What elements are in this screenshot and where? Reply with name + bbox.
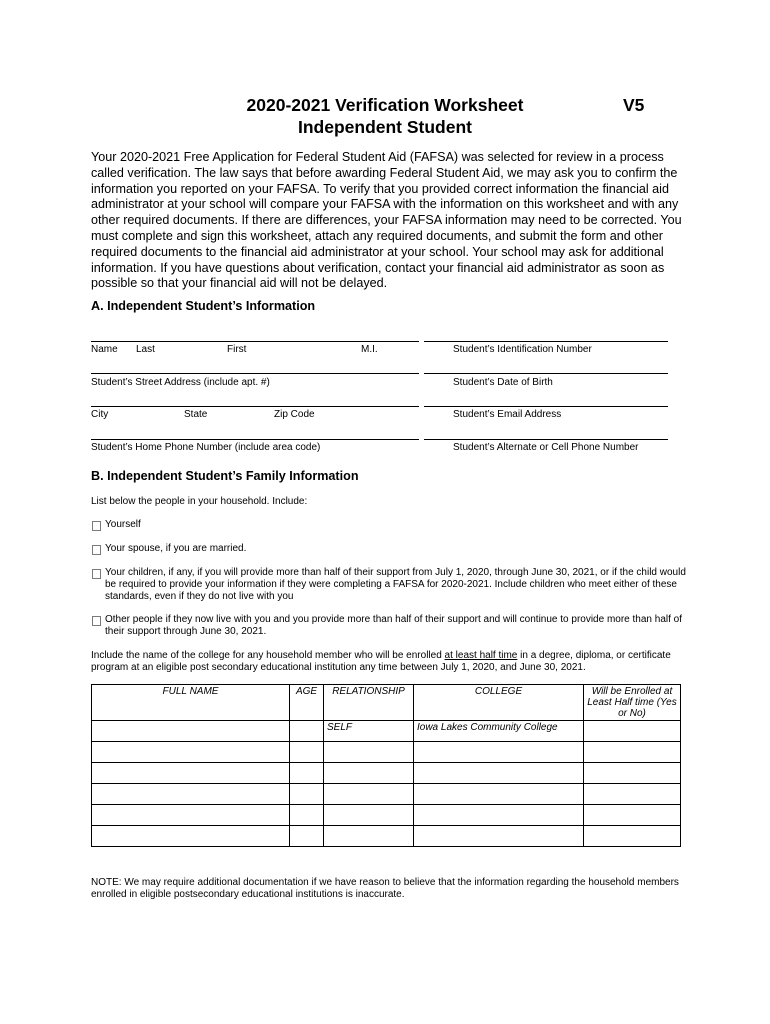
college-cell[interactable] (414, 826, 584, 847)
name-label: Name (91, 344, 118, 355)
zip-label: Zip Code (274, 409, 315, 420)
full-name-cell[interactable] (92, 784, 290, 805)
checkbox-icon (92, 521, 101, 531)
list-item: Other people if they now live with you and you provide more than half of their support and will continue to provide more than half of their support through June 30, 2021. (91, 614, 691, 638)
table-row (92, 742, 681, 763)
checkbox-icon (92, 616, 101, 626)
relationship-cell[interactable] (324, 784, 414, 805)
street-address-input-line[interactable] (91, 373, 419, 374)
city-state-zip-input-line[interactable] (91, 406, 419, 407)
list-item: Yourself (91, 519, 691, 531)
college-cell[interactable] (414, 742, 584, 763)
college-cell[interactable] (414, 763, 584, 784)
email-input-line[interactable] (424, 406, 668, 407)
name-input-line[interactable] (91, 341, 419, 342)
state-label: State (184, 409, 208, 420)
college-cell[interactable] (414, 784, 584, 805)
age-cell[interactable] (290, 742, 324, 763)
household-table (91, 684, 681, 847)
relationship-cell[interactable]: SELF (324, 721, 414, 742)
header-relationship: RELATIONSHIP (324, 685, 414, 721)
enrolled-cell[interactable] (584, 805, 681, 826)
first-name-label: First (227, 344, 247, 355)
college-cell[interactable]: Iowa Lakes Community College (414, 721, 584, 742)
full-name-cell[interactable] (92, 721, 290, 742)
age-cell[interactable] (290, 763, 324, 784)
middle-initial-label: M.I. (361, 344, 378, 355)
alt-phone-label: Student’s Alternate or Cell Phone Number (453, 442, 639, 453)
enrolled-cell[interactable] (584, 742, 681, 763)
age-cell[interactable] (290, 826, 324, 847)
enrolled-cell[interactable] (584, 721, 681, 742)
relationship-cell[interactable] (324, 805, 414, 826)
household-list-intro: List below the people in your household. Include: (91, 496, 308, 507)
list-item: Your children, if any, if you will provide more than half of their support from July 1, 2020, through June 30, 2021, or if the child would be required to provide your information if they were completing a FAFSA for 2020-2021. Include children who meet either of these standards, even if they do not live with you (91, 567, 691, 604)
age-cell[interactable] (290, 721, 324, 742)
checkbox-icon (92, 545, 101, 555)
header-college: COLLEGE (414, 685, 584, 721)
relationship-cell[interactable] (324, 763, 414, 784)
college-cell[interactable] (414, 805, 584, 826)
section-b-heading: B. Independent Student’s Family Information (91, 469, 359, 483)
student-id-input-line[interactable] (424, 341, 668, 342)
header-enrolled: Will be Enrolled at Least Half time (Yes or No) (584, 685, 681, 721)
relationship-cell[interactable] (324, 826, 414, 847)
full-name-cell[interactable] (92, 805, 290, 826)
home-phone-input-line[interactable] (91, 439, 419, 440)
worksheet-title: 2020-2021 Verification Worksheet (246, 95, 524, 115)
table-row (92, 763, 681, 784)
city-label: City (91, 409, 109, 420)
intro-paragraph: Your 2020-2021 Free Application for Federal Student Aid (FAFSA) was selected for review in a process called verification. The law says that before awarding Federal Student Aid, we may ask you to confirm the information you reported on your FAFSA. To verify that you provided correct information the financial aid administrator at your school will compare your FAFSA with the information on this worksheet and with any other required documents. If there are differences, your FAFSA information may need to be corrected. You must complete and sign this worksheet, attach any required documents, and submit the form and other required documents to the financial aid administrator at your school. Your school may ask for additional information. If you have questions about verification, contact your financial aid administrator as soon as possible so that your financial aid will not be delayed. (91, 150, 682, 291)
table-row (92, 784, 681, 805)
table-header-row (92, 685, 681, 721)
email-label: Student’s Email Address (453, 409, 562, 420)
age-cell[interactable] (290, 805, 324, 826)
street-address-label: Student’s Street Address (include apt. #) (91, 377, 270, 388)
enrolled-cell[interactable] (584, 826, 681, 847)
list-item: Your spouse, if you are married. (91, 543, 691, 555)
table-row (92, 721, 681, 742)
header-age: AGE (290, 685, 324, 721)
full-name-cell[interactable] (92, 742, 290, 763)
relationship-cell[interactable] (324, 742, 414, 763)
table-row (92, 805, 681, 826)
age-cell[interactable] (290, 784, 324, 805)
full-name-cell[interactable] (92, 763, 290, 784)
home-phone-label: Student’s Home Phone Number (include area code) (91, 442, 321, 453)
note-text: NOTE: We may require additional documentation if we have reason to believe that the information regarding the household members enrolled in eligible postsecondary educational institutions is inaccurate. (91, 877, 679, 901)
alt-phone-input-line[interactable] (424, 439, 668, 440)
section-a-heading: A. Independent Student’s Information (91, 299, 316, 313)
checkbox-icon (92, 569, 101, 579)
college-instructions: Include the name of the college for any household member who will be enrolled at least half time in a degree, diploma, or certificate program at an eligible post secondary educational institution any time between July 1, 2020, and June 30, 2021. (91, 650, 671, 674)
version-label: V5 (623, 95, 645, 115)
dob-label: Student’s Date of Birth (453, 377, 553, 388)
worksheet-subtitle: Independent Student (297, 117, 473, 137)
enrolled-cell[interactable] (584, 784, 681, 805)
table-row (92, 826, 681, 847)
full-name-cell[interactable] (92, 826, 290, 847)
dob-input-line[interactable] (424, 373, 668, 374)
header-full-name: FULL NAME (92, 685, 290, 721)
enrolled-cell[interactable] (584, 763, 681, 784)
student-id-label: Student’s Identification Number (453, 344, 592, 355)
last-name-label: Last (136, 344, 155, 355)
